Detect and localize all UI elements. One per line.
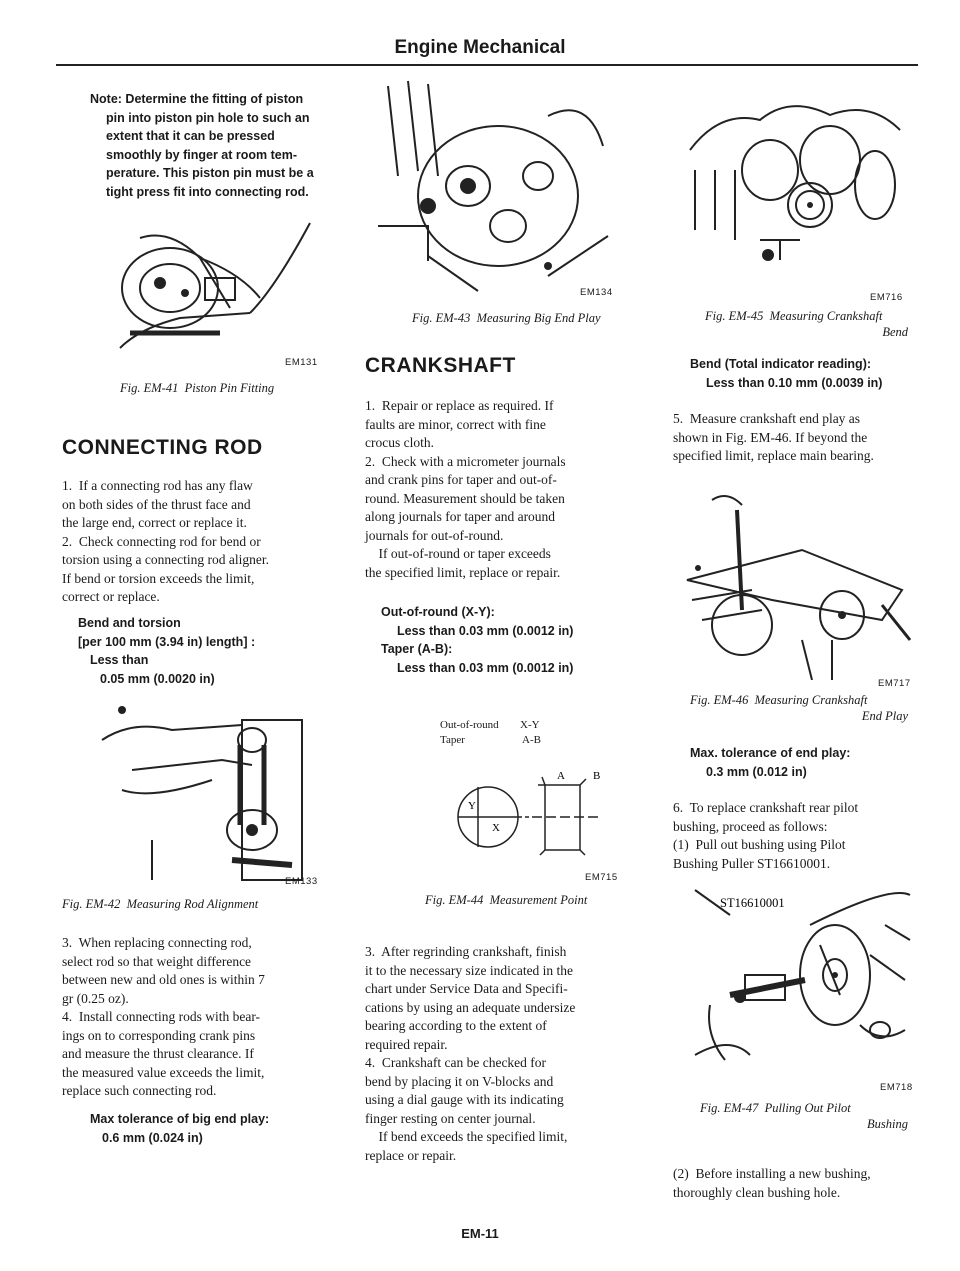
text-line: the specified limit, replace or repair. <box>365 564 561 580</box>
spec-line: Bend and torsion <box>78 616 181 630</box>
figure-code: EM717 <box>878 678 911 689</box>
piston-pin-illustration <box>100 218 330 353</box>
caption-line: Bushing <box>867 1117 908 1131</box>
crankshaft-bend-illustration <box>680 90 910 265</box>
text-line: using a dial gauge with its indicating <box>365 1092 564 1107</box>
specification-block <box>381 603 573 677</box>
header-rule <box>56 64 918 66</box>
text-line: 3. When replacing connecting rod, <box>62 935 252 950</box>
note-line: Note: Determine the fitting of piston <box>90 92 304 106</box>
running-header: Engine Mechanical <box>394 37 566 58</box>
text-line: cations by using an adequate undersize <box>365 999 576 1015</box>
text-line: torsion using a connecting rod aligner. <box>62 552 269 567</box>
text-line: round. Measurement should be taken <box>365 490 565 506</box>
caption-line: Bend <box>882 325 908 339</box>
text-line: faults are minor, correct with fine <box>365 416 546 432</box>
text-line: 2. Check connecting rod for bend or <box>62 533 261 549</box>
spec-line: Less than <box>90 653 149 667</box>
figure-code: EM716 <box>870 292 903 303</box>
spec-line: Taper (A-B): <box>381 642 453 656</box>
text-line: the measured value exceeds the limit, <box>62 1064 265 1080</box>
text-line: along journals for taper and around <box>365 509 556 524</box>
note-paragraph <box>90 90 340 201</box>
legend-row <box>440 718 541 733</box>
note-line: smoothly by finger at room tem- <box>106 147 297 162</box>
spec-line: Less than 0.10 mm (0.0039 in) <box>706 375 883 390</box>
figure-crankshaft-end-play <box>682 490 912 680</box>
figure-code: EM133 <box>285 876 318 887</box>
caption-line: Fig. EM-46 Measuring Crankshaft <box>690 693 868 707</box>
spec-line: Max. tolerance of end play: <box>690 746 851 760</box>
figure-caption: Fig. EM-41 Piston Pin Fitting <box>120 381 275 395</box>
text-line: correct or replace. <box>62 589 160 604</box>
figure-piston-pin-fitting <box>100 218 330 353</box>
figure-code: EM134 <box>580 287 613 298</box>
spec-line: 0.6 mm (0.024 in) <box>102 1130 203 1145</box>
figure-caption: Fig. EM-44 Measurement Point <box>425 893 588 907</box>
figure-measurement-point <box>450 765 610 860</box>
note-line: tight press fit into connecting rod. <box>106 184 309 199</box>
text-line: Bushing Puller ST16610001. <box>673 855 831 871</box>
section-heading: CONNECTING ROD <box>62 436 263 459</box>
text-line: 4. Install connecting rods with bear- <box>62 1009 261 1024</box>
figure-rod-alignment <box>92 700 332 890</box>
text-line: If bend exceeds the specified limit, <box>365 1129 568 1144</box>
text-line: the large end, correct or replace it. <box>62 515 247 530</box>
legend-value: X-Y <box>520 719 540 731</box>
note-line: extent that it can be pressed <box>106 129 275 143</box>
text-line: 6. To replace crankshaft rear pilot <box>673 800 859 815</box>
legend-label: Taper <box>440 734 465 746</box>
figure-caption: Fig. EM-42 Measuring Rod Alignment <box>62 897 259 911</box>
text-line: journals for out-of-round. <box>365 527 504 543</box>
text-line: 3. After regrinding crankshaft, finish <box>365 944 567 959</box>
specification-block <box>78 614 255 688</box>
pilot-bushing-illustration <box>690 885 915 1070</box>
paragraph <box>673 410 918 466</box>
text-line: on both sides of the thrust face and <box>62 496 251 512</box>
label-b: B <box>593 770 601 782</box>
text-line: 2. Check with a micrometer journals <box>365 453 566 469</box>
legend-label: Out-of-round <box>440 719 499 731</box>
figure-crankshaft-bend <box>680 90 910 265</box>
spec-line: 0.05 mm (0.0020 in) <box>100 671 215 686</box>
paragraph <box>365 943 655 1165</box>
text-line: select rod so that weight difference <box>62 953 252 969</box>
tool-label: ST16610001 <box>720 896 785 910</box>
specification-block <box>690 744 850 781</box>
end-play-illustration <box>682 490 912 680</box>
figure-caption: Fig. EM-43 Measuring Big End Play <box>412 311 601 325</box>
text-line: 4. Crankshaft can be checked for <box>365 1055 547 1070</box>
specification-block <box>690 355 882 392</box>
measurement-point-diagram <box>450 765 610 860</box>
paragraph <box>365 397 655 582</box>
text-line: ings on to corresponding crank pins <box>62 1027 256 1043</box>
text-line: 1. Repair or replace as required. If <box>365 398 554 413</box>
figure-code: EM131 <box>285 357 318 368</box>
section-heading: CRANKSHAFT <box>365 354 516 377</box>
text-line: between new and old ones is within 7 <box>62 972 265 987</box>
paragraph <box>62 934 347 1101</box>
figure-big-end-play <box>368 76 618 301</box>
text-line: If bend or torsion exceeds the limit, <box>62 570 255 586</box>
rod-aligner-illustration <box>92 700 332 890</box>
caption-line: Fig. EM-47 Pulling Out Pilot <box>700 1101 851 1115</box>
text-line: If out-of-round or taper exceeds <box>365 546 551 561</box>
spec-line: Max tolerance of big end play: <box>90 1112 270 1126</box>
caption-line: Fig. EM-45 Measuring Crankshaft <box>705 309 883 323</box>
text-line: (1) Pull out bushing using Pilot <box>673 837 846 852</box>
paragraph <box>673 1165 918 1202</box>
text-line: bearing according to the extent of <box>365 1018 547 1033</box>
measurement-legend <box>440 718 541 748</box>
text-line: required repair. <box>365 1036 448 1052</box>
note-line: perature. This piston pin must be a <box>106 166 314 180</box>
page-number: EM-11 <box>461 1226 499 1241</box>
figure-code: EM718 <box>880 1082 913 1093</box>
spec-line: Less than 0.03 mm (0.0012 in) <box>397 623 574 638</box>
text-line: thoroughly clean bushing hole. <box>673 1184 841 1200</box>
paragraph <box>673 799 918 873</box>
figure-caption <box>700 1100 908 1132</box>
figure-caption <box>705 308 908 340</box>
text-line: chart under Service Data and Specifi- <box>365 981 568 996</box>
spec-line: Less than 0.03 mm (0.0012 in) <box>397 660 574 675</box>
label-a: A <box>557 770 565 782</box>
figure-pilot-bushing <box>690 885 915 1070</box>
big-end-play-illustration <box>368 76 618 301</box>
text-line: it to the necessary size indicated in the <box>365 962 574 978</box>
note-line: pin into piston pin hole to such an <box>106 110 310 125</box>
spec-line: Out-of-round (X-Y): <box>381 605 495 619</box>
text-line: bushing, proceed as follows: <box>673 818 828 834</box>
text-line: and measure the thrust clearance. If <box>62 1046 254 1061</box>
text-line: replace or repair. <box>365 1147 457 1163</box>
figure-caption <box>690 692 908 724</box>
text-line: 1. If a connecting rod has any flaw <box>62 478 253 493</box>
legend-value: A-B <box>522 734 541 746</box>
paragraph <box>62 477 347 607</box>
text-line: (2) Before installing a new bushing, <box>673 1166 871 1181</box>
text-line: shown in Fig. EM-46. If beyond the <box>673 429 868 445</box>
caption-line: End Play <box>861 709 908 723</box>
specification-block <box>90 1110 269 1147</box>
text-line: specified limit, replace main bearing. <box>673 448 874 463</box>
text-line: replace such connecting rod. <box>62 1083 217 1098</box>
label-y: Y <box>468 800 476 812</box>
figure-code: EM715 <box>585 872 618 883</box>
text-line: 5. Measure crankshaft end play as <box>673 411 861 426</box>
text-line: finger resting on center journal. <box>365 1110 536 1126</box>
label-x: X <box>492 822 500 834</box>
legend-row <box>440 733 541 748</box>
spec-line: 0.3 mm (0.012 in) <box>706 764 807 779</box>
text-line: crocus cloth. <box>365 435 434 450</box>
text-line: bend by placing it on V-blocks and <box>365 1073 554 1089</box>
spec-line: Bend (Total indicator reading): <box>690 357 872 371</box>
spec-line: [per 100 mm (3.94 in) length] : <box>78 634 256 649</box>
text-line: gr (0.25 oz). <box>62 990 129 1006</box>
text-line: and crank pins for taper and out-of- <box>365 472 557 487</box>
